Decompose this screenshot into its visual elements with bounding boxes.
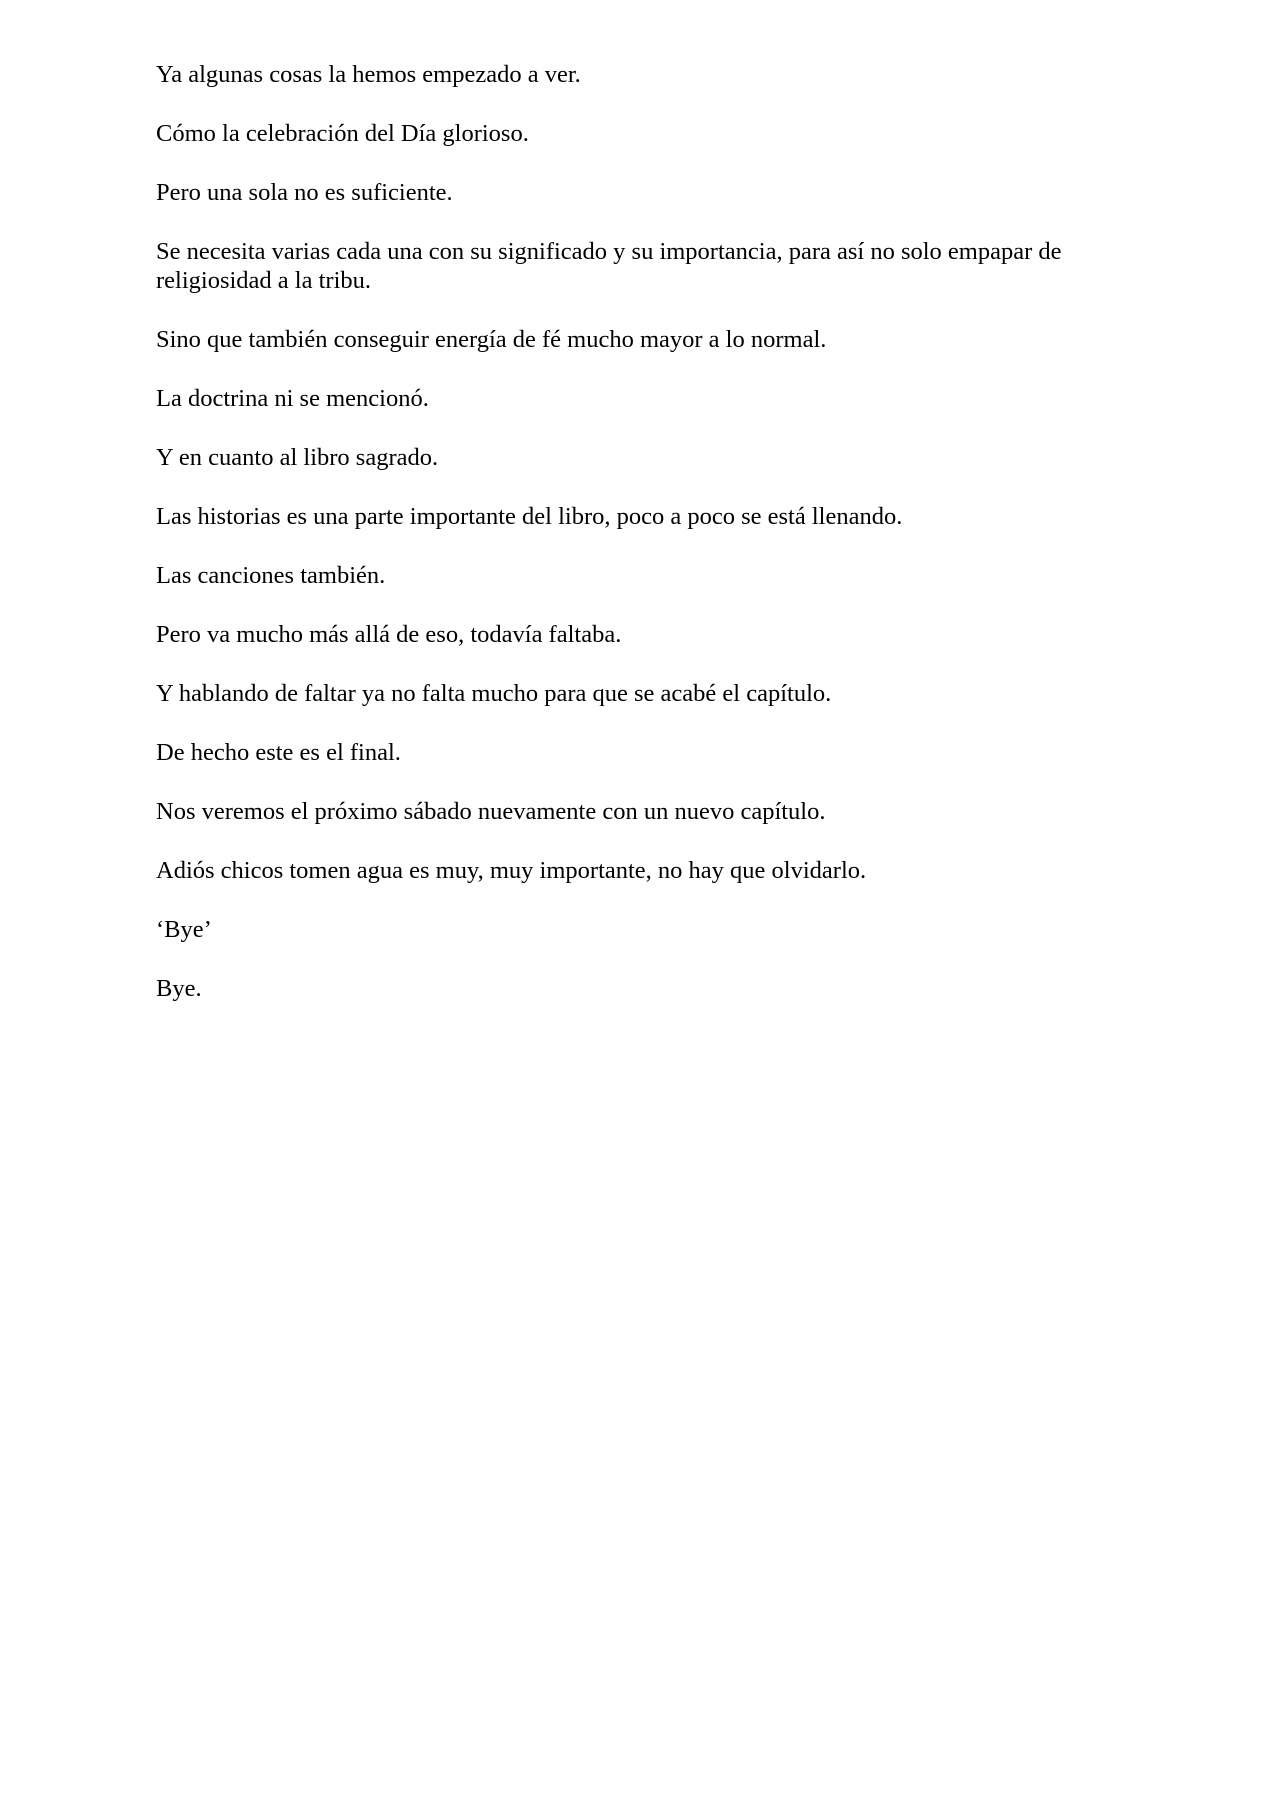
paragraph: Pero va mucho más allá de eso, todavía faltaba. xyxy=(156,621,622,648)
paragraph: Sino que también conseguir energía de fé mucho mayor a lo normal. xyxy=(156,326,827,353)
paragraph: Nos veremos el próximo sábado nuevamente con un nuevo capítulo. xyxy=(156,798,826,825)
paragraph: ‘Bye’ xyxy=(156,916,212,943)
paragraph: Se necesita varias cada una con su significado y su importancia, para así no solo empapar de religiosidad a la tribu. xyxy=(156,238,1062,294)
paragraph: Bye. xyxy=(156,975,202,1002)
paragraph: Adiós chicos tomen agua es muy, muy importante, no hay que olvidarlo. xyxy=(156,857,867,884)
paragraph: Ya algunas cosas la hemos empezado a ver. xyxy=(156,61,581,88)
paragraph: Cómo la celebración del Día glorioso. xyxy=(156,120,529,147)
paragraph: Y en cuanto al libro sagrado. xyxy=(156,444,439,471)
paragraph: Las historias es una parte importante del libro, poco a poco se está llenando. xyxy=(156,503,903,530)
paragraph: Las canciones también. xyxy=(156,562,386,589)
paragraph: Y hablando de faltar ya no falta mucho para que se acabé el capítulo. xyxy=(156,680,832,707)
document-body xyxy=(156,60,1136,1033)
paragraph: De hecho este es el final. xyxy=(156,739,401,766)
paragraph: Pero una sola no es suficiente. xyxy=(156,179,453,206)
paragraph: La doctrina ni se mencionó. xyxy=(156,385,429,412)
